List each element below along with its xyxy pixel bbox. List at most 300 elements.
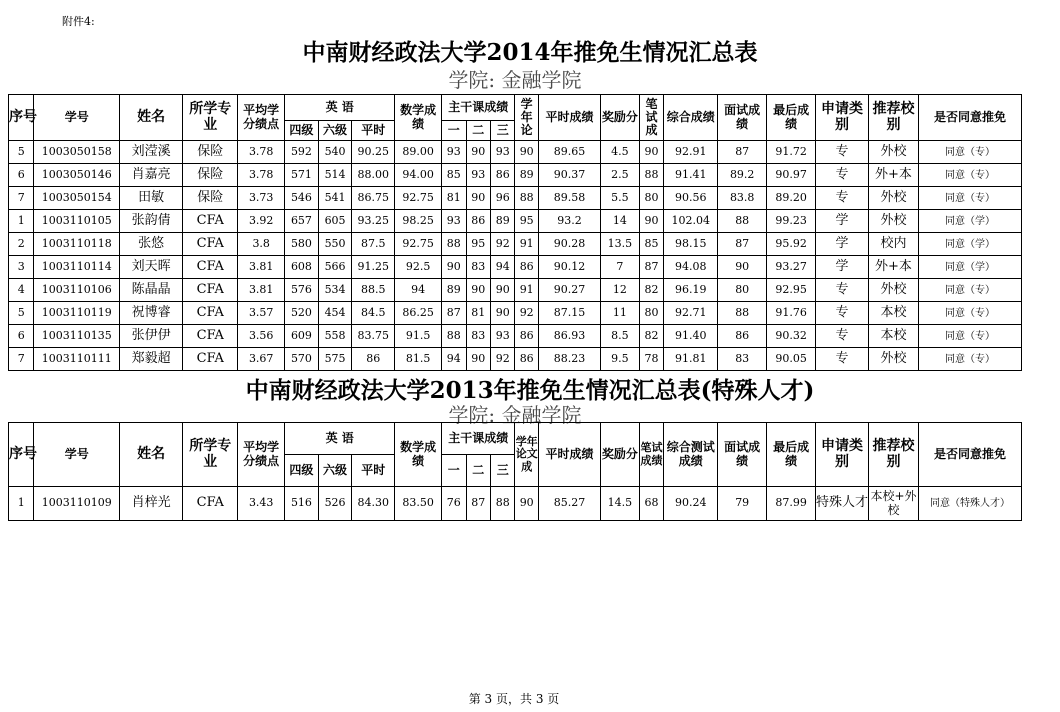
cell-cet4: 520: [285, 302, 319, 325]
header-main-3: 三: [490, 455, 514, 487]
table-body-2013: [9, 487, 1022, 521]
cell-math: 98.25: [395, 210, 442, 233]
cell-usual-score: 90.37: [538, 164, 600, 187]
cell-main-1: 88: [442, 233, 466, 256]
cell-main-2: 83: [466, 256, 490, 279]
cell-main-3: 90: [490, 302, 514, 325]
cell-apply-type: 专: [816, 348, 869, 371]
cell-main-1: 87: [442, 302, 466, 325]
header-major: 所学专业: [183, 423, 238, 487]
cell-main-1: 93: [442, 210, 466, 233]
header-written: 笔试成: [639, 95, 663, 141]
cell-cet4: 516: [285, 487, 319, 521]
college-label-2014: 学院: 金融学院: [448, 68, 582, 92]
header-thesis: 学年论: [515, 95, 538, 141]
cell-main-3: 88: [490, 487, 514, 521]
cell-main-3: 90: [490, 279, 514, 302]
header-cet6: 六级: [318, 121, 352, 141]
cell-agree: 同意（专）: [918, 348, 1021, 371]
cell-seq: 1: [9, 210, 34, 233]
table-row: [9, 187, 1022, 210]
cell-name: 张悠: [120, 233, 183, 256]
cell-english-usual: 84.5: [352, 302, 395, 325]
cell-math: 92.75: [395, 187, 442, 210]
cell-award: 2.5: [601, 164, 640, 187]
table-row: [9, 302, 1022, 325]
cell-name: 陈晶晶: [120, 279, 183, 302]
cell-name: 张伊伊: [120, 325, 183, 348]
header-main-courses: 主干课成绩: [442, 95, 515, 121]
cell-main-1: 94: [442, 348, 466, 371]
header-recommend: 推荐校别: [869, 95, 919, 141]
cell-math: 89.00: [395, 141, 442, 164]
cell-cet4: 592: [285, 141, 319, 164]
cell-overall: 91.81: [664, 348, 718, 371]
cell-award: 5.5: [601, 187, 640, 210]
cell-agree: 同意（学）: [918, 256, 1021, 279]
cell-agree: 同意（学）: [918, 210, 1021, 233]
cell-thesis: 90: [515, 141, 538, 164]
table-row: [9, 279, 1022, 302]
cell-usual-score: 85.27: [538, 487, 600, 521]
cell-main-1: 89: [442, 279, 466, 302]
cell-apply-type: 专: [816, 187, 869, 210]
cell-written: 82: [639, 279, 663, 302]
cell-award: 9.5: [601, 348, 640, 371]
college-label-2013: 学院: 金融学院: [448, 403, 582, 427]
cell-interview: 89.2: [718, 164, 767, 187]
cell-recommend: 本校+外校: [869, 487, 919, 521]
cell-seq: 2: [9, 233, 34, 256]
header-apply-type: 申请类别: [816, 95, 869, 141]
page-footer: 第 3 页，共 3 页: [468, 692, 560, 706]
cell-main-2: 90: [466, 279, 490, 302]
cell-cet6: 541: [318, 187, 352, 210]
cell-cet4: 576: [285, 279, 319, 302]
cell-final: 87.99: [767, 487, 816, 521]
cell-main-3: 92: [490, 348, 514, 371]
cell-thesis: 92: [515, 302, 538, 325]
cell-apply-type: 特殊人才: [816, 487, 869, 521]
cell-math: 91.5: [395, 325, 442, 348]
cell-gpa: 3.43: [238, 487, 285, 521]
cell-main-1: 93: [442, 141, 466, 164]
cell-apply-type: 学: [816, 233, 869, 256]
cell-gpa: 3.78: [238, 141, 285, 164]
cell-agree: 同意（专）: [918, 279, 1021, 302]
cell-name: 肖梓光: [120, 487, 183, 521]
cell-apply-type: 专: [816, 302, 869, 325]
cell-overall: 92.91: [664, 141, 718, 164]
header-apply-type: 申请类别: [816, 423, 869, 487]
cell-thesis: 88: [515, 187, 538, 210]
cell-name: 肖嘉亮: [120, 164, 183, 187]
cell-english-usual: 86: [352, 348, 395, 371]
cell-main-3: 93: [490, 141, 514, 164]
table-row: [9, 233, 1022, 256]
cell-gpa: 3.56: [238, 325, 285, 348]
cell-seq: 1: [9, 487, 34, 521]
cell-agree: 同意（专）: [918, 187, 1021, 210]
summary-table-2014: [8, 94, 1022, 371]
cell-seq: 7: [9, 187, 34, 210]
cell-student-id: 1003110135: [34, 325, 120, 348]
cell-main-3: 86: [490, 164, 514, 187]
header-seq: 序号: [9, 95, 34, 141]
cell-apply-type: 专: [816, 141, 869, 164]
cell-main-1: 88: [442, 325, 466, 348]
cell-student-id: 1003110118: [34, 233, 120, 256]
cell-final: 91.72: [767, 141, 816, 164]
cell-main-2: 90: [466, 348, 490, 371]
cell-cet4: 608: [285, 256, 319, 279]
cell-major: 保险: [183, 141, 238, 164]
cell-written: 85: [639, 233, 663, 256]
cell-final: 91.76: [767, 302, 816, 325]
cell-interview: 86: [718, 325, 767, 348]
cell-main-2: 86: [466, 210, 490, 233]
cell-name: 郑毅超: [120, 348, 183, 371]
header-main-2: 二: [466, 121, 490, 141]
summary-table-2013: [8, 422, 1022, 521]
cell-interview: 88: [718, 210, 767, 233]
cell-name: 刘天晖: [120, 256, 183, 279]
cell-overall: 102.04: [664, 210, 718, 233]
cell-main-1: 76: [442, 487, 466, 521]
cell-seq: 6: [9, 164, 34, 187]
cell-recommend: 外校: [869, 141, 919, 164]
cell-student-id: 1003110106: [34, 279, 120, 302]
cell-overall: 94.08: [664, 256, 718, 279]
cell-overall: 98.15: [664, 233, 718, 256]
cell-cet4: 580: [285, 233, 319, 256]
cell-overall: 91.41: [664, 164, 718, 187]
cell-award: 7: [601, 256, 640, 279]
header-award: 奖励分: [601, 423, 640, 487]
cell-cet6: 540: [318, 141, 352, 164]
cell-english-usual: 88.5: [352, 279, 395, 302]
cell-interview: 90: [718, 256, 767, 279]
cell-main-2: 81: [466, 302, 490, 325]
cell-major: CFA: [183, 487, 238, 521]
cell-agree: 同意（专）: [918, 325, 1021, 348]
cell-thesis: 86: [515, 348, 538, 371]
header-math: 数学成绩: [395, 95, 442, 141]
cell-name: 祝博睿: [120, 302, 183, 325]
cell-gpa: 3.57: [238, 302, 285, 325]
cell-english-usual: 83.75: [352, 325, 395, 348]
cell-seq: 6: [9, 325, 34, 348]
header-math: 数学成绩: [395, 423, 442, 487]
table-row: [9, 487, 1022, 521]
header-english: 英 语: [285, 423, 395, 455]
cell-final: 89.20: [767, 187, 816, 210]
cell-main-1: 90: [442, 256, 466, 279]
cell-overall: 90.56: [664, 187, 718, 210]
header-seq: 序号: [9, 423, 34, 487]
cell-usual-score: 88.23: [538, 348, 600, 371]
cell-main-3: 96: [490, 187, 514, 210]
cell-written: 87: [639, 256, 663, 279]
table-row: [9, 141, 1022, 164]
cell-final: 95.92: [767, 233, 816, 256]
table-body-2014: [9, 141, 1022, 371]
header-cet4: 四级: [285, 121, 319, 141]
cell-recommend: 外校: [869, 348, 919, 371]
cell-thesis: 91: [515, 233, 538, 256]
header-overall: 综合测试成绩: [664, 423, 718, 487]
cell-cet6: 575: [318, 348, 352, 371]
header-name: 姓名: [120, 423, 183, 487]
cell-name: 田敏: [120, 187, 183, 210]
cell-written: 68: [639, 487, 663, 521]
header-main-1: 一: [442, 455, 466, 487]
cell-agree: 同意（专）: [918, 141, 1021, 164]
cell-written: 90: [639, 210, 663, 233]
cell-main-3: 89: [490, 210, 514, 233]
table-row: [9, 210, 1022, 233]
header-award: 奖励分: [601, 95, 640, 141]
header-name: 姓名: [120, 95, 183, 141]
cell-written: 90: [639, 141, 663, 164]
cell-interview: 87: [718, 233, 767, 256]
header-overall: 综合成绩: [664, 95, 718, 141]
cell-thesis: 90: [515, 487, 538, 521]
cell-main-3: 93: [490, 325, 514, 348]
cell-gpa: 3.92: [238, 210, 285, 233]
cell-usual-score: 89.65: [538, 141, 600, 164]
cell-cet6: 534: [318, 279, 352, 302]
cell-agree: 同意（特殊人才）: [918, 487, 1021, 521]
cell-agree: 同意（专）: [918, 164, 1021, 187]
cell-recommend: 外+本: [869, 256, 919, 279]
cell-english-usual: 93.25: [352, 210, 395, 233]
cell-award: 13.5: [601, 233, 640, 256]
table-row: [9, 348, 1022, 371]
cell-english-usual: 87.5: [352, 233, 395, 256]
table-title-2014: 中南财经政法大学2014年推免生情况汇总表: [302, 39, 758, 66]
cell-seq: 4: [9, 279, 34, 302]
cell-gpa: 3.8: [238, 233, 285, 256]
cell-cet6: 558: [318, 325, 352, 348]
cell-gpa: 3.81: [238, 279, 285, 302]
cell-interview: 83: [718, 348, 767, 371]
cell-major: CFA: [183, 348, 238, 371]
cell-cet4: 571: [285, 164, 319, 187]
cell-recommend: 外校: [869, 279, 919, 302]
cell-usual-score: 86.93: [538, 325, 600, 348]
cell-main-1: 85: [442, 164, 466, 187]
header-final: 最后成绩: [767, 423, 816, 487]
cell-overall: 92.71: [664, 302, 718, 325]
cell-final: 90.05: [767, 348, 816, 371]
cell-cet4: 657: [285, 210, 319, 233]
cell-cet6: 605: [318, 210, 352, 233]
cell-agree: 同意（学）: [918, 233, 1021, 256]
cell-student-id: 1003110105: [34, 210, 120, 233]
cell-usual-score: 87.15: [538, 302, 600, 325]
cell-student-id: 1003110114: [34, 256, 120, 279]
cell-cet6: 550: [318, 233, 352, 256]
cell-interview: 83.8: [718, 187, 767, 210]
cell-final: 90.32: [767, 325, 816, 348]
cell-major: CFA: [183, 325, 238, 348]
cell-thesis: 86: [515, 256, 538, 279]
cell-seq: 7: [9, 348, 34, 371]
cell-usual-score: 89.58: [538, 187, 600, 210]
header-usual-score: 平时成绩: [538, 95, 600, 141]
cell-final: 92.95: [767, 279, 816, 302]
cell-apply-type: 学: [816, 210, 869, 233]
cell-interview: 79: [718, 487, 767, 521]
cell-student-id: 1003110109: [34, 487, 120, 521]
cell-interview: 88: [718, 302, 767, 325]
cell-main-2: 90: [466, 141, 490, 164]
cell-main-3: 92: [490, 233, 514, 256]
cell-gpa: 3.78: [238, 164, 285, 187]
cell-apply-type: 专: [816, 164, 869, 187]
cell-major: 保险: [183, 164, 238, 187]
header-student-id: 学号: [34, 423, 120, 487]
header-english-usual: 平时: [352, 121, 395, 141]
cell-english-usual: 84.30: [352, 487, 395, 521]
cell-main-2: 90: [466, 187, 490, 210]
cell-award: 4.5: [601, 141, 640, 164]
table-row: [9, 325, 1022, 348]
header-main-3: 三: [490, 121, 514, 141]
cell-math: 94.00: [395, 164, 442, 187]
table-row: [9, 256, 1022, 279]
cell-cet6: 526: [318, 487, 352, 521]
header-main-1: 一: [442, 121, 466, 141]
cell-student-id: 1003110111: [34, 348, 120, 371]
cell-name: 刘滢溪: [120, 141, 183, 164]
cell-name: 张韵倩: [120, 210, 183, 233]
cell-major: CFA: [183, 279, 238, 302]
cell-seq: 3: [9, 256, 34, 279]
cell-math: 86.25: [395, 302, 442, 325]
cell-interview: 80: [718, 279, 767, 302]
header-thesis: 学年论文成: [515, 423, 538, 487]
cell-thesis: 95: [515, 210, 538, 233]
cell-english-usual: 90.25: [352, 141, 395, 164]
cell-final: 93.27: [767, 256, 816, 279]
cell-main-3: 94: [490, 256, 514, 279]
header-gpa: 平均学分绩点: [238, 423, 285, 487]
cell-cet4: 609: [285, 325, 319, 348]
header-final: 最后成绩: [767, 95, 816, 141]
cell-written: 82: [639, 325, 663, 348]
cell-recommend: 本校: [869, 302, 919, 325]
cell-usual-score: 93.2: [538, 210, 600, 233]
cell-recommend: 校内: [869, 233, 919, 256]
cell-award: 11: [601, 302, 640, 325]
cell-usual-score: 90.27: [538, 279, 600, 302]
cell-major: CFA: [183, 256, 238, 279]
cell-major: CFA: [183, 210, 238, 233]
cell-english-usual: 86.75: [352, 187, 395, 210]
header-agree: 是否同意推免: [918, 423, 1021, 487]
attachment-label: 附件4:: [62, 15, 95, 28]
cell-math: 83.50: [395, 487, 442, 521]
header-agree: 是否同意推免: [918, 95, 1021, 141]
cell-cet4: 546: [285, 187, 319, 210]
cell-recommend: 本校: [869, 325, 919, 348]
cell-cet6: 566: [318, 256, 352, 279]
header-english-usual: 平时: [352, 455, 395, 487]
cell-seq: 5: [9, 302, 34, 325]
cell-thesis: 91: [515, 279, 538, 302]
cell-recommend: 外校: [869, 210, 919, 233]
cell-written: 88: [639, 164, 663, 187]
cell-math: 94: [395, 279, 442, 302]
cell-student-id: 1003110119: [34, 302, 120, 325]
cell-cet4: 570: [285, 348, 319, 371]
header-student-id: 学号: [34, 95, 120, 141]
cell-main-2: 95: [466, 233, 490, 256]
header-cet4: 四级: [285, 455, 319, 487]
cell-gpa: 3.67: [238, 348, 285, 371]
header-gpa: 平均学分绩点: [238, 95, 285, 141]
header-main-2: 二: [466, 455, 490, 487]
cell-apply-type: 学: [816, 256, 869, 279]
cell-recommend: 外校: [869, 187, 919, 210]
cell-major: 保险: [183, 187, 238, 210]
cell-interview: 87: [718, 141, 767, 164]
cell-student-id: 1003050146: [34, 164, 120, 187]
cell-seq: 5: [9, 141, 34, 164]
cell-award: 14: [601, 210, 640, 233]
cell-written: 80: [639, 302, 663, 325]
cell-math: 92.5: [395, 256, 442, 279]
cell-award: 14.5: [601, 487, 640, 521]
cell-major: CFA: [183, 302, 238, 325]
header-interview: 面试成绩: [718, 423, 767, 487]
cell-apply-type: 专: [816, 325, 869, 348]
cell-usual-score: 90.12: [538, 256, 600, 279]
cell-agree: 同意（专）: [918, 302, 1021, 325]
cell-written: 78: [639, 348, 663, 371]
cell-apply-type: 专: [816, 279, 869, 302]
cell-gpa: 3.81: [238, 256, 285, 279]
cell-english-usual: 88.00: [352, 164, 395, 187]
cell-main-1: 81: [442, 187, 466, 210]
cell-award: 12: [601, 279, 640, 302]
cell-student-id: 1003050154: [34, 187, 120, 210]
table-title-2013: 中南财经政法大学2013年推免生情况汇总表(特殊人才): [245, 377, 815, 404]
cell-overall: 96.19: [664, 279, 718, 302]
cell-main-2: 93: [466, 164, 490, 187]
cell-thesis: 89: [515, 164, 538, 187]
cell-written: 80: [639, 187, 663, 210]
cell-final: 90.97: [767, 164, 816, 187]
header-recommend: 推荐校别: [869, 423, 919, 487]
cell-math: 81.5: [395, 348, 442, 371]
cell-award: 8.5: [601, 325, 640, 348]
header-main-courses: 主干课成绩: [442, 423, 515, 455]
cell-final: 99.23: [767, 210, 816, 233]
cell-main-2: 87: [466, 487, 490, 521]
cell-math: 92.75: [395, 233, 442, 256]
header-cet6: 六级: [318, 455, 352, 487]
cell-overall: 91.40: [664, 325, 718, 348]
header-interview: 面试成绩: [718, 95, 767, 141]
cell-major: CFA: [183, 233, 238, 256]
table-row: [9, 164, 1022, 187]
cell-student-id: 1003050158: [34, 141, 120, 164]
cell-thesis: 86: [515, 325, 538, 348]
cell-usual-score: 90.28: [538, 233, 600, 256]
